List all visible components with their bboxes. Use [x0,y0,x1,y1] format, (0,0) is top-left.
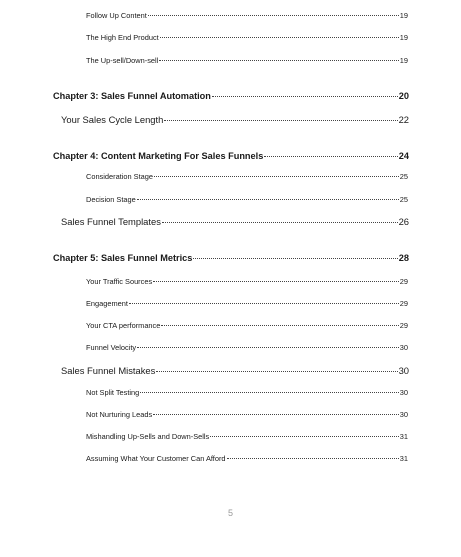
dot-leader [148,15,399,16]
toc-entry-page: 26 [398,216,409,227]
toc-entry[interactable] [86,299,408,308]
toc-entry-title: Not Nurturing Leads [86,410,153,419]
toc-entry-page: 19 [399,56,408,65]
dot-leader [159,60,398,61]
toc-entry-title: Your CTA performance [86,321,161,330]
dot-leader [153,414,399,415]
dot-leader [264,156,397,157]
dot-leader [137,347,399,348]
dot-leader [156,371,397,372]
toc-section[interactable] [61,365,409,376]
toc-entry-title: Assuming What Your Customer Can Afford [86,454,226,463]
toc-entry[interactable] [86,454,408,463]
toc-entry-title: Mishandling Up-Sells and Down-Sells [86,432,210,441]
toc-section[interactable] [61,216,409,227]
dot-leader [160,37,399,38]
toc-entry-page: 29 [399,321,408,330]
toc-entry[interactable] [86,321,408,330]
toc-entry[interactable] [86,343,408,352]
dot-leader [212,96,398,97]
toc-entry[interactable] [86,195,408,204]
dot-leader [140,392,398,393]
toc-entry-page: 30 [399,343,408,352]
toc-entry[interactable] [86,33,408,42]
toc-entry-page: 20 [398,91,409,101]
dot-leader [161,325,398,326]
dot-leader [153,281,399,282]
toc-entry-title: Sales Funnel Templates [61,216,161,227]
toc-entry-title: Chapter 4: Content Marketing For Sales Funnels [53,151,264,161]
toc-entry-title: Your Traffic Sources [86,277,153,286]
dot-leader [129,303,399,304]
toc-section[interactable] [61,114,409,125]
toc-entry-title: Chapter 5: Sales Funnel Metrics [53,253,193,263]
dot-leader [227,458,399,459]
toc-entry-page: 30 [399,410,408,419]
toc-entry-title: Your Sales Cycle Length [61,114,164,125]
toc-entry-page: 29 [399,299,408,308]
toc-entry-page: 24 [398,151,409,161]
dot-leader [154,176,399,177]
toc-entry-page: 25 [399,195,408,204]
toc-entry[interactable] [86,172,408,181]
toc-entry-title: Chapter 3: Sales Funnel Automation [53,91,211,101]
toc-entry[interactable] [86,56,408,65]
toc-entry[interactable] [86,432,408,441]
toc-entry-title: The Up-sell/Down-sell [86,56,159,65]
toc-entry-page: 28 [398,253,409,263]
toc-entry-title: The High End Product [86,33,159,42]
dot-leader [162,222,398,223]
toc-entry-title: Not Split Testing [86,388,140,397]
toc-chapter[interactable] [53,151,409,161]
toc-entry-page: 31 [399,454,408,463]
toc-entry-title: Engagement [86,299,128,308]
toc-entry[interactable] [86,410,408,419]
toc-entry-page: 30 [399,388,408,397]
page-number: 5 [227,508,233,518]
toc-entry-page: 29 [399,277,408,286]
toc-entry-page: 25 [399,172,408,181]
toc-entry-page: 19 [399,11,408,20]
dot-leader [193,258,397,259]
toc-entry-title: Follow Up Content [86,11,147,20]
toc-entry-page: 31 [399,432,408,441]
toc-entry-page: 19 [399,33,408,42]
toc-chapter[interactable] [53,91,409,101]
toc-entry[interactable] [86,277,408,286]
toc-entry-page: 30 [398,365,409,376]
toc-entry-title: Decision Stage [86,195,136,204]
toc-entry-title: Consideration Stage [86,172,153,181]
dot-leader [137,199,399,200]
toc-entry-title: Sales Funnel Mistakes [61,365,156,376]
toc-entry-title: Funnel Velocity [86,343,137,352]
dot-leader [164,120,397,121]
toc-chapter[interactable] [53,253,409,263]
toc-entry[interactable] [86,11,408,20]
toc-entry-page: 22 [398,114,409,125]
dot-leader [210,436,399,437]
toc-entry[interactable] [86,388,408,397]
